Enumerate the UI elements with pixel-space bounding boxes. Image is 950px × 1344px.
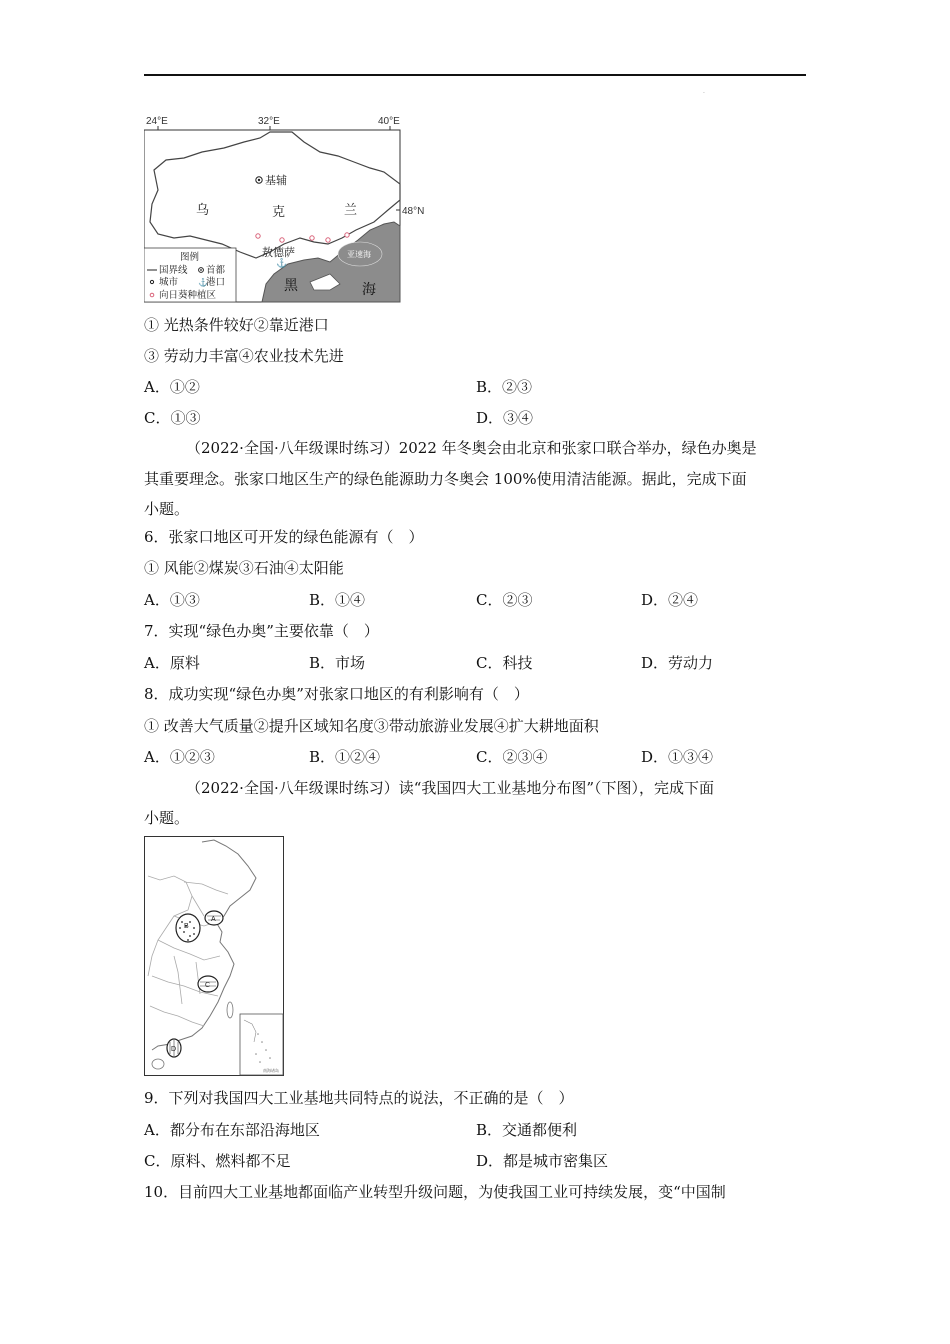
svg-text:⚓: ⚓ <box>276 259 288 269</box>
azov-label: 亚速海 <box>347 250 371 259</box>
q5-options-line2: ③ 劳动力丰富④农业技术先进 <box>144 347 344 365</box>
port-label: 敖德萨 <box>262 246 295 259</box>
q7-stem: 7．实现“绿色办奥”主要依靠（ ） <box>144 622 379 640</box>
country-char-2: 克 <box>272 205 286 220</box>
black-sea-char-1: 黑 <box>284 278 298 294</box>
base-label-c: C <box>205 982 211 989</box>
legend-port: 港口 <box>206 277 226 288</box>
q7-choice-c[interactable]: C．科技 <box>476 654 533 672</box>
q6-choice-b[interactable]: B．①④ <box>309 591 366 609</box>
q8-choice-d[interactable]: D．①③④ <box>641 748 714 766</box>
inset-label: 南海诸岛 <box>263 1068 279 1073</box>
q6-stem: 6．张家口地区可开发的绿色能源有（ ） <box>144 528 424 546</box>
capital-label: 基辅 <box>265 174 287 187</box>
q5-choice-d[interactable]: D．③④ <box>476 409 534 427</box>
q9-stem: 9．下列对我国四大工业基地共同特点的说法，不正确的是（ ） <box>144 1089 574 1107</box>
q7-choice-a[interactable]: A．原料 <box>144 654 200 672</box>
svg-text:⚓: ⚓ <box>198 278 208 287</box>
base-d <box>167 1039 181 1057</box>
intro1-line1: （2022·全国·八年级课时练习）2022 年冬奥会由北京和张家口联合举办，绿色办奥是 <box>186 439 757 457</box>
q5-choice-b[interactable]: B．②③ <box>476 378 533 396</box>
q5-choice-a[interactable]: A．①② <box>144 378 200 396</box>
country-char-3: 兰 <box>344 203 358 218</box>
q7-choice-b[interactable]: B．市场 <box>309 654 366 672</box>
legend-title: 图例 <box>180 252 200 263</box>
q8-choice-c[interactable]: C．②③④ <box>476 748 548 766</box>
q8-options: ① 改善大气质量②提升区域知名度③带动旅游业发展④扩大耕地面积 <box>144 717 599 735</box>
q9-choice-d[interactable]: D．都是城市密集区 <box>476 1152 609 1170</box>
south-sea-inset <box>240 1014 283 1075</box>
header-mark: . <box>703 88 705 95</box>
base-c <box>198 976 218 992</box>
q6-choice-a[interactable]: A．①③ <box>144 591 200 609</box>
lon-label-24: 24°E <box>146 116 168 127</box>
legend-sunflower: 向日葵种植区 <box>159 290 217 301</box>
q5-options-line1: ① 光热条件较好②靠近港口 <box>144 316 329 334</box>
q5-choice-c[interactable]: C．①③ <box>144 409 201 427</box>
intro1-line2: 其重要理念。张家口地区生产的绿色能源助力冬奥会 100%使用清洁能源。据此，完成下面 <box>144 470 747 488</box>
base-a <box>205 911 223 925</box>
base-label-d: D <box>171 1046 177 1053</box>
q9-choice-b[interactable]: B．交通都便利 <box>476 1121 578 1139</box>
q6-choice-d[interactable]: D．②④ <box>641 591 699 609</box>
header-rule <box>144 74 806 76</box>
base-label-a: A <box>211 916 216 923</box>
intro1-line3: 小题。 <box>144 500 190 518</box>
black-sea-char-2: 海 <box>362 282 376 298</box>
intro2-line1: （2022·全国·八年级课时练习）读“我国四大工业基地分布图”（下图），完成下面 <box>186 779 715 797</box>
q9-choice-a[interactable]: A．都分布在东部沿海地区 <box>144 1121 320 1139</box>
base-b <box>176 914 200 942</box>
hainan-island <box>152 1059 164 1069</box>
country-char-1: 乌 <box>196 203 210 218</box>
q6-choice-c[interactable]: C．②③ <box>476 591 533 609</box>
legend-city: 城市 <box>159 277 179 288</box>
ukraine-sunflower-map <box>144 112 434 306</box>
lon-label-32: 32°E <box>258 116 280 127</box>
lon-label-40: 40°E <box>378 116 400 127</box>
china-industrial-bases-map <box>144 836 284 1076</box>
lat-label: 48°N <box>402 206 425 217</box>
q7-choice-d[interactable]: D．劳动力 <box>641 654 714 672</box>
q8-stem: 8．成功实现“绿色办奥”对张家口地区的有利影响有（ ） <box>144 685 529 703</box>
legend-capital: 首都 <box>206 265 226 276</box>
q10-stem: 10．目前四大工业基地都面临产业转型升级问题，为使我国工业可持续发展，变“中国制 <box>144 1183 726 1201</box>
q8-choice-a[interactable]: A．①②③ <box>144 748 215 766</box>
base-label-b: B <box>184 923 189 930</box>
q8-choice-b[interactable]: B．①②④ <box>309 748 381 766</box>
q9-choice-c[interactable]: C．原料、燃料都不足 <box>144 1152 291 1170</box>
legend-border: 国界线 <box>159 265 188 276</box>
q6-options: ① 风能②煤炭③石油④太阳能 <box>144 559 344 577</box>
intro2-line2: 小题。 <box>144 809 190 827</box>
